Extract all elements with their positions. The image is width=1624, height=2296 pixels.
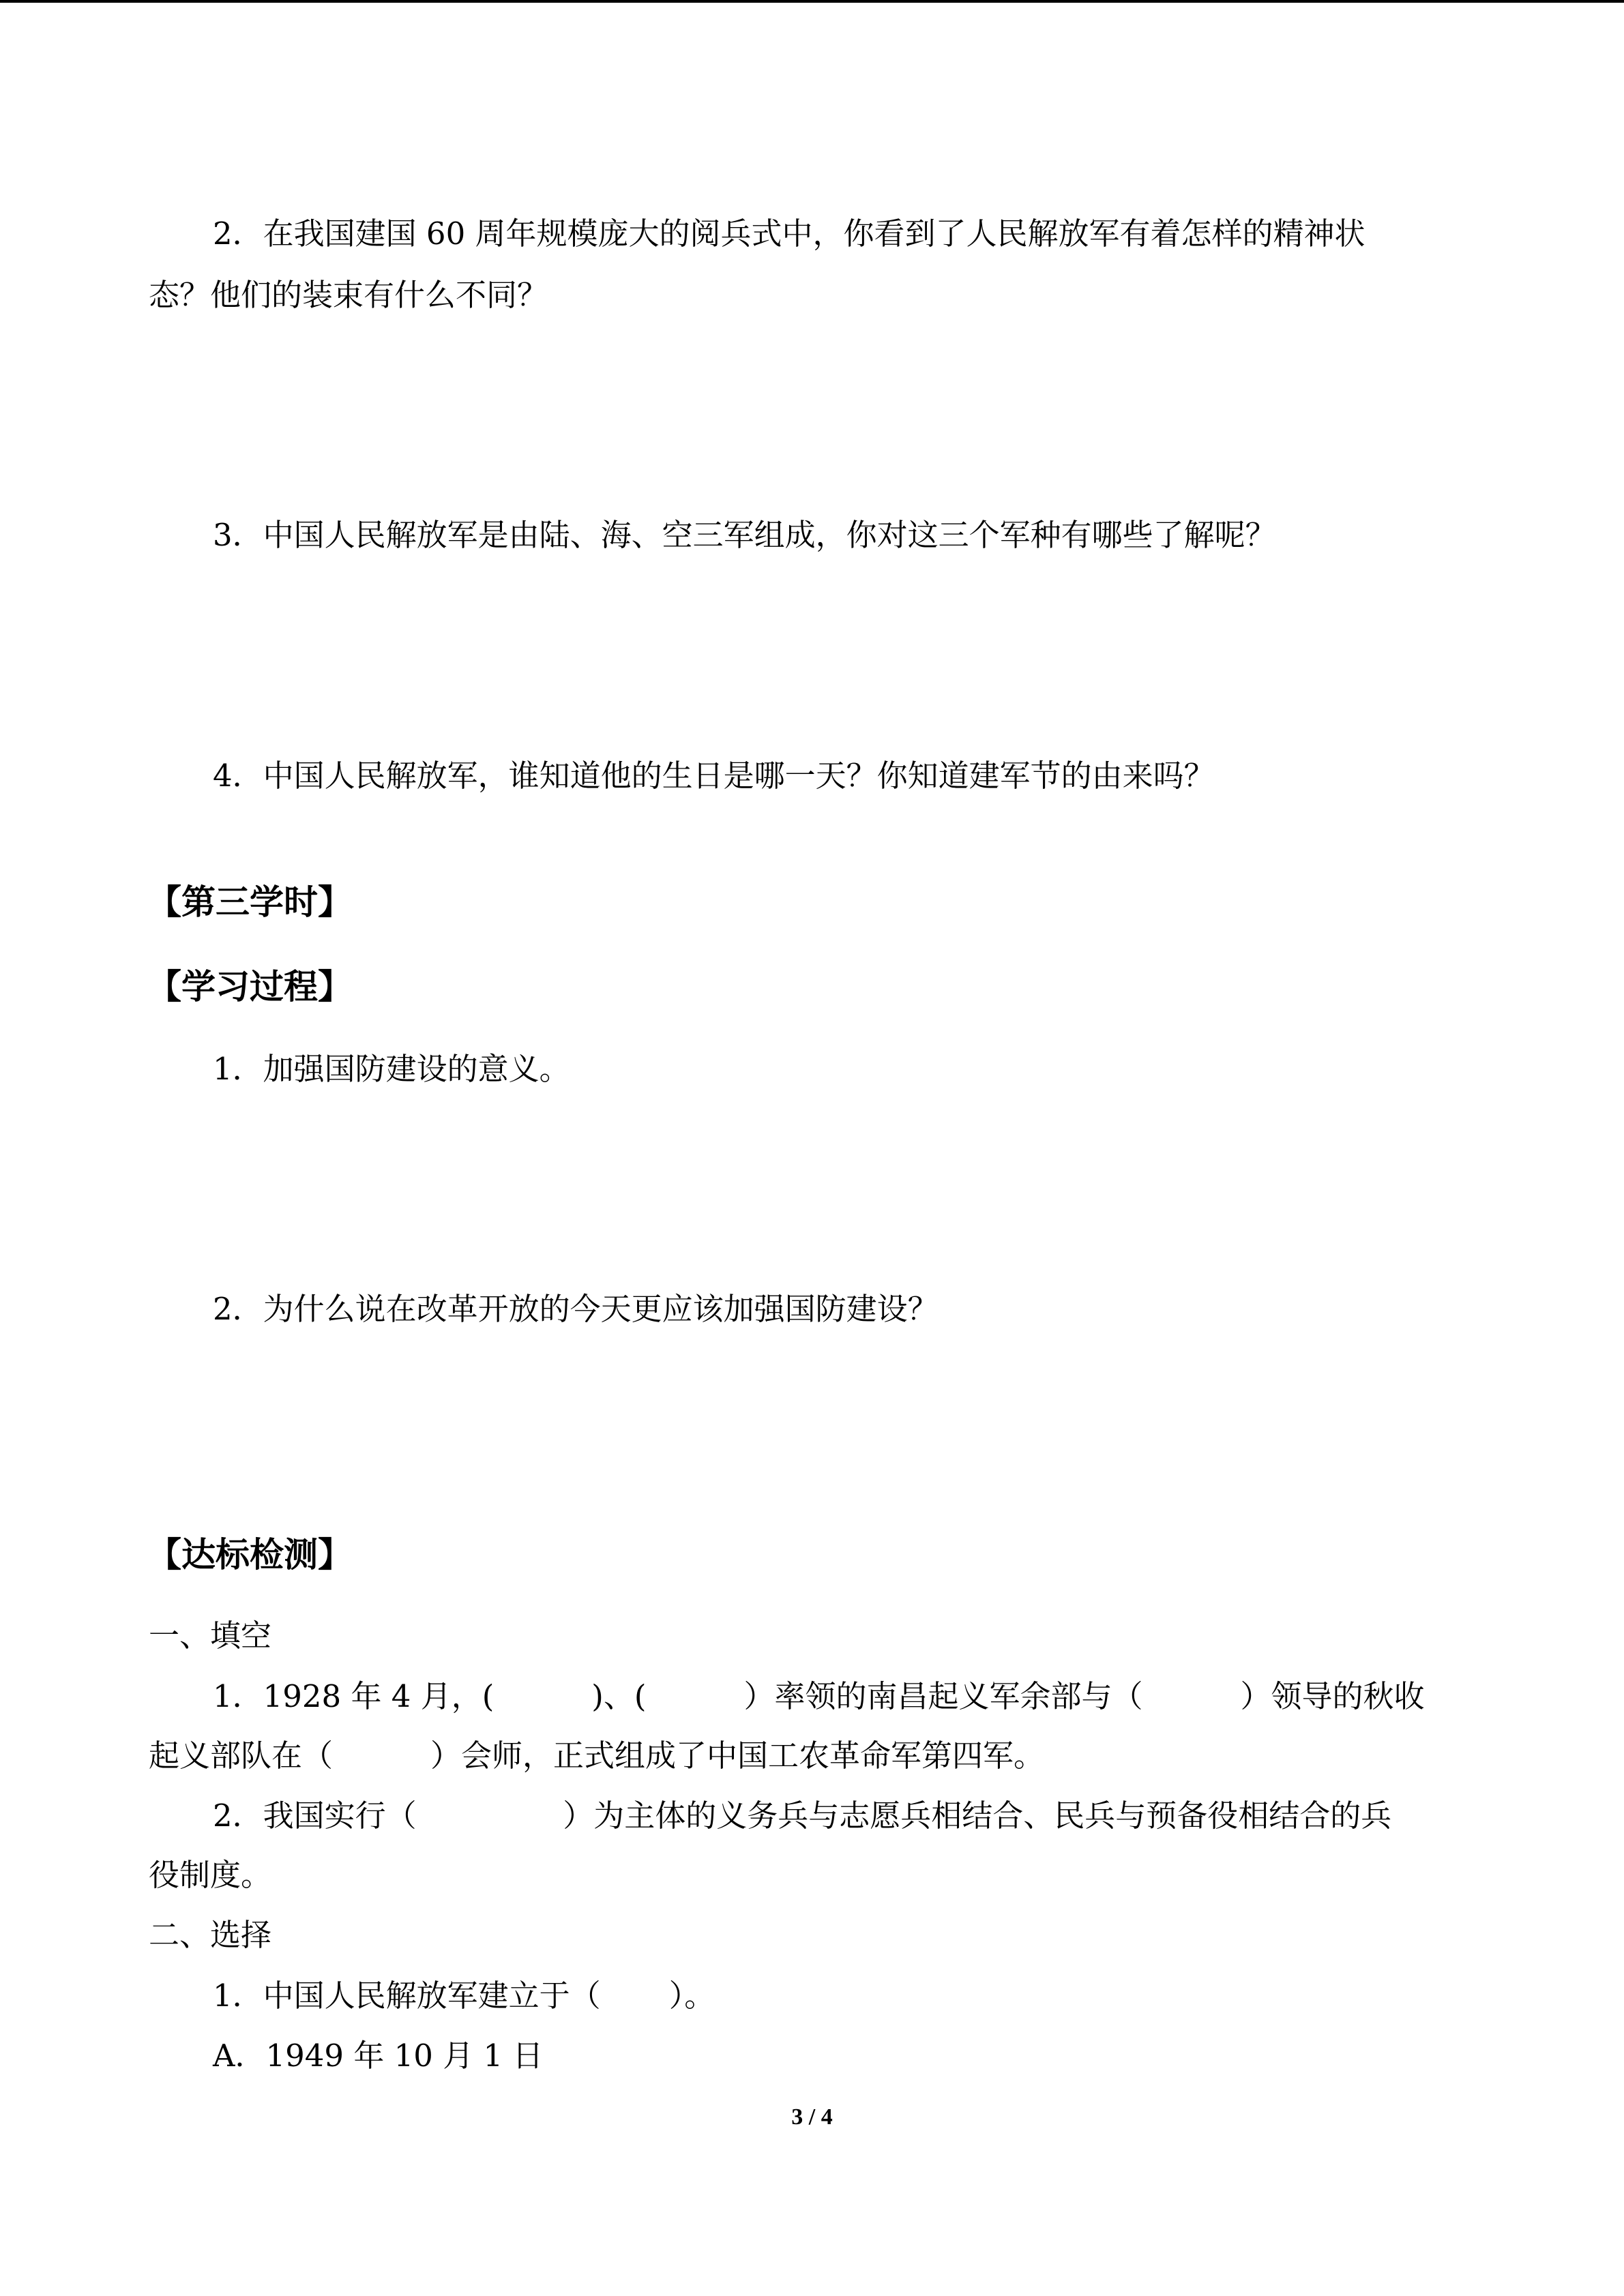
section-title-third-period: 【第三学时】 — [147, 882, 352, 922]
fill-question-1-line-2: 起义部队在（ ）会师，正式组成了中国工农革命军第四军。 — [149, 1738, 1045, 1774]
question-3: 3．中国人民解放军是由陆、海、空三军组成，你对这三个军种有哪些了解呢？ — [213, 517, 1276, 553]
top-border-rule — [0, 0, 1624, 3]
question-2-line-2: 态？他们的装束有什么不同？ — [149, 277, 548, 313]
choice-heading: 二、选择 — [149, 1917, 272, 1953]
fill-question-1-line-1: 1．1928 年 4 月，( )、( ）率领的南昌起义军余部与（ ）领导的秋收 — [213, 1678, 1425, 1714]
fill-in-heading: 一、填空 — [149, 1617, 272, 1654]
fill-question-2-line-1: 2．我国实行（ ）为主体的义务兵与志愿兵相结合、民兵与预备役相结合的兵 — [213, 1798, 1392, 1834]
choice-option-a: A．1949 年 10 月 1 日 — [213, 2038, 544, 2074]
process-item-2: 2．为什么说在改革开放的今天更应该加强国防建设？ — [213, 1291, 939, 1327]
choice-question-1: 1．中国人民解放军建立于（ ）。 — [213, 1978, 715, 2014]
process-item-1: 1．加强国防建设的意义。 — [213, 1051, 570, 1087]
section-title-learning-process: 【学习过程】 — [147, 967, 352, 1007]
fill-question-2-line-2: 役制度。 — [149, 1857, 272, 1893]
section-title-test: 【达标检测】 — [147, 1535, 352, 1575]
question-2-line-1: 2．在我国建国 60 周年规模庞大的阅兵式中，你看到了人民解放军有着怎样的精神状 — [213, 215, 1365, 252]
question-4: 4．中国人民解放军，谁知道他的生日是哪一天？你知道建军节的由来吗？ — [213, 758, 1215, 794]
page-number: 3 / 4 — [791, 2104, 833, 2130]
